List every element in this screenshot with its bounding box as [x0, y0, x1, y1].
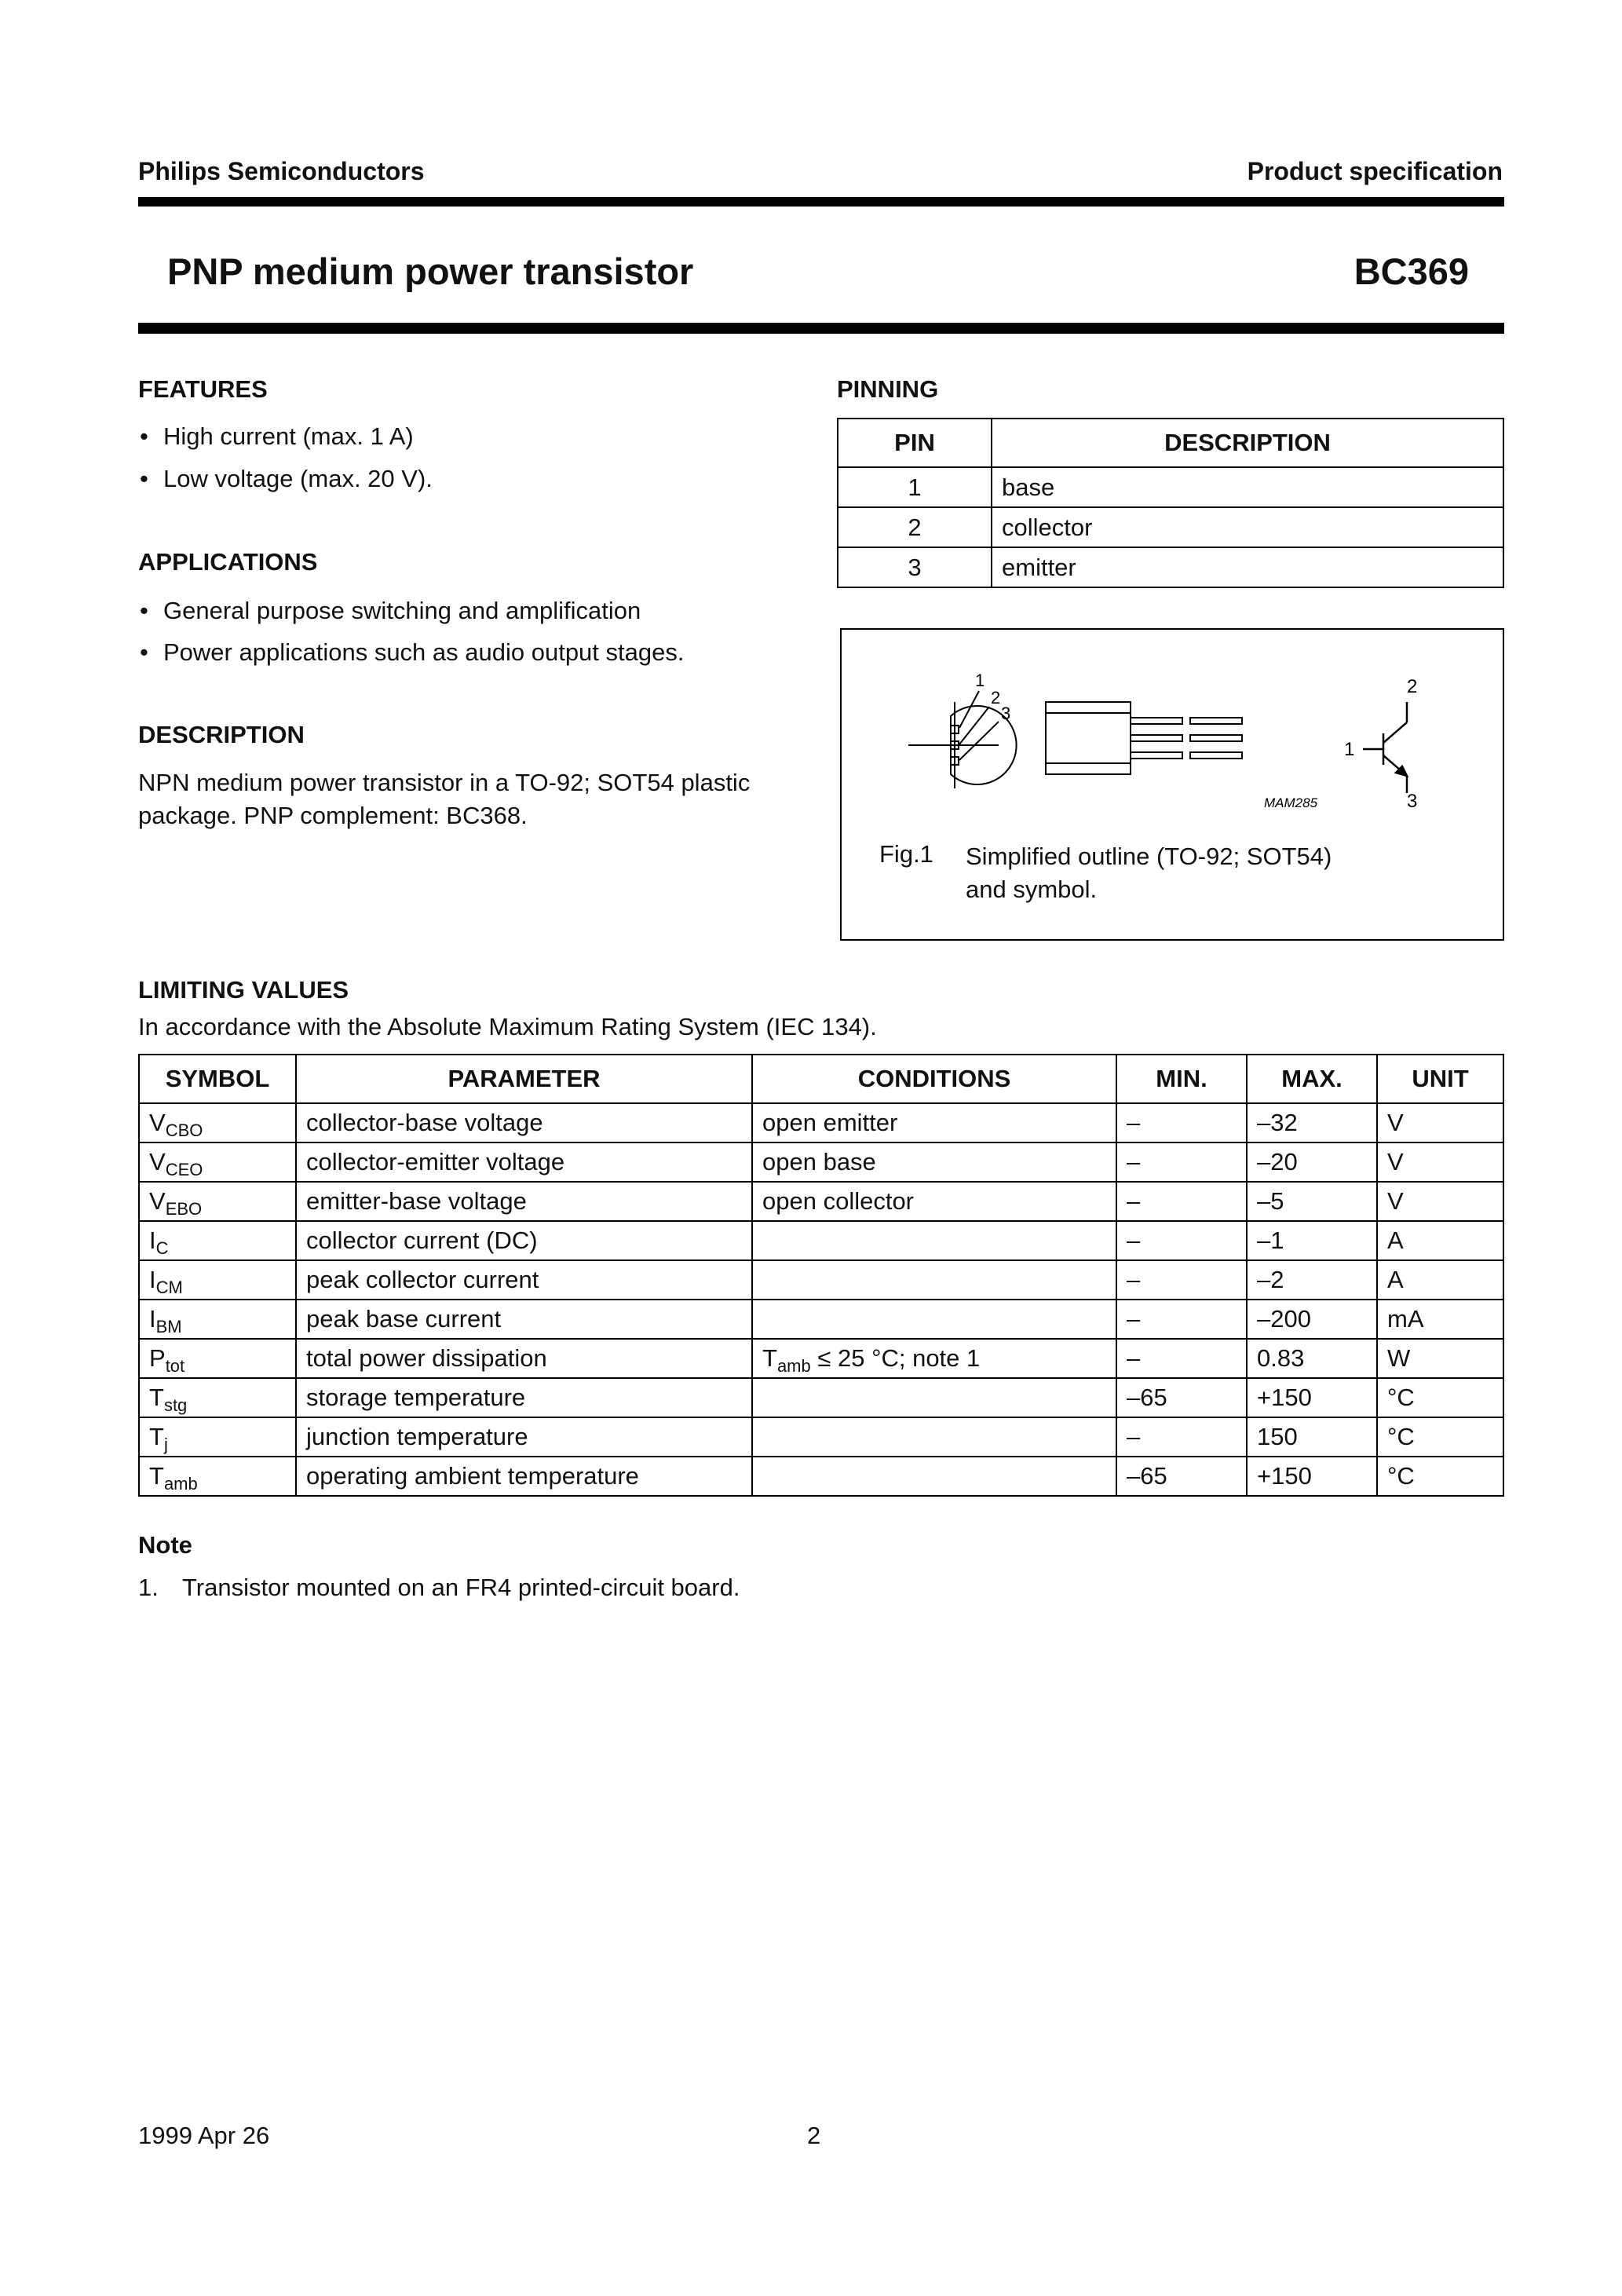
symbol-cell: [139, 1221, 296, 1260]
symbol-cell: [139, 1457, 296, 1496]
max-cell: [1247, 1339, 1377, 1378]
parameter-column-header: PARAMETER: [296, 1055, 752, 1103]
min-value: –: [1127, 1305, 1141, 1333]
features-heading: FEATURES: [138, 375, 268, 403]
symbol-letter: I: [149, 1266, 156, 1293]
page-title: PNP medium power transistor: [167, 250, 694, 292]
condition-subscript: amb: [776, 1356, 811, 1376]
table-row: [838, 507, 1503, 547]
table-row: [139, 1260, 1503, 1300]
symbol-letter: I: [149, 1305, 156, 1333]
min-value: –65: [1127, 1384, 1167, 1411]
max-cell: [1247, 1221, 1377, 1260]
limiting-values-heading: LIMITING VALUES: [138, 976, 349, 1004]
max-cell: [1247, 1378, 1377, 1417]
symbol-subscript: stg: [163, 1395, 188, 1415]
table-row: [139, 1221, 1503, 1260]
conditions-cell: [752, 1339, 1116, 1378]
unit-cell: [1377, 1378, 1503, 1417]
figure-caption-line: Simplified outline (TO-92; SOT54): [966, 843, 1332, 870]
conditions-cell: [752, 1300, 1116, 1339]
min-cell: [1116, 1417, 1247, 1457]
max-cell: [1247, 1457, 1377, 1496]
pin-description: collector: [992, 507, 1503, 547]
symbol-letter: P: [149, 1344, 166, 1372]
unit-value: °C: [1387, 1384, 1415, 1411]
parameter-cell: [296, 1182, 752, 1221]
unit-cell: [1377, 1221, 1503, 1260]
symbol-column-header: SYMBOL: [139, 1055, 296, 1103]
max-column-header: MAX.: [1247, 1055, 1377, 1103]
company-name: Philips Semiconductors: [138, 157, 425, 185]
min-cell: [1116, 1103, 1247, 1143]
table-row: [139, 1339, 1503, 1378]
max-value: 150: [1257, 1423, 1298, 1450]
unit-value: V: [1387, 1109, 1404, 1136]
min-value: –65: [1127, 1462, 1167, 1490]
to92-side-view: [1046, 702, 1242, 774]
symbol-subscript: CM: [155, 1278, 183, 1297]
symbol-collector-label: 2: [1407, 676, 1418, 697]
transistor-symbol: [1363, 702, 1407, 793]
symbol-subscript: CBO: [165, 1121, 203, 1140]
conditions-cell: [752, 1378, 1116, 1417]
min-cell: [1116, 1378, 1247, 1417]
pin-column-header: PIN: [838, 419, 992, 467]
min-cell: [1116, 1182, 1247, 1221]
pin-description: base: [992, 467, 1503, 507]
description-column-header: DESCRIPTION: [992, 419, 1503, 467]
applications-heading: APPLICATIONS: [138, 548, 318, 576]
document-type: Product specification: [1247, 157, 1503, 185]
description-heading: DESCRIPTION: [138, 721, 305, 748]
parameter-cell: [296, 1103, 752, 1143]
max-value: –1: [1257, 1227, 1284, 1254]
symbol-subscript: EBO: [165, 1199, 203, 1219]
conditions-cell: [752, 1260, 1116, 1300]
outline-pin-label: 1: [975, 671, 985, 690]
unit-cell: [1377, 1260, 1503, 1300]
parameter-text: storage temperature: [306, 1384, 526, 1411]
unit-value: °C: [1387, 1423, 1415, 1450]
conditions-cell: [752, 1103, 1116, 1143]
min-cell: [1116, 1260, 1247, 1300]
table-row: [139, 1300, 1503, 1339]
parameter-text: peak base current: [306, 1305, 502, 1333]
unit-value: °C: [1387, 1462, 1415, 1490]
max-cell: [1247, 1417, 1377, 1457]
condition-text: open emitter: [762, 1109, 898, 1136]
parameter-text: collector-base voltage: [306, 1109, 543, 1136]
drawing-code: MAM285: [1264, 795, 1318, 810]
parameter-text: collector current (DC): [306, 1227, 538, 1254]
unit-cell: [1377, 1417, 1503, 1457]
symbol-subscript: C: [155, 1238, 169, 1258]
symbol-cell: [139, 1339, 296, 1378]
table-row: [139, 1103, 1503, 1143]
min-cell: [1116, 1457, 1247, 1496]
symbol-subscript: tot: [165, 1356, 185, 1376]
conditions-cell: [752, 1457, 1116, 1496]
conditions-cell: [752, 1182, 1116, 1221]
header-rule: [138, 197, 1504, 207]
parameter-text: total power dissipation: [306, 1344, 547, 1372]
parameter-text: junction temperature: [306, 1423, 528, 1450]
parameter-cell: [296, 1378, 752, 1417]
pin-number: 1: [838, 467, 992, 507]
max-value: +150: [1257, 1384, 1312, 1411]
conditions-cell: [752, 1417, 1116, 1457]
description-line: package. PNP complement: BC368.: [138, 802, 528, 829]
min-column-header: MIN.: [1116, 1055, 1247, 1103]
max-value: +150: [1257, 1462, 1312, 1490]
symbol-letter: T: [149, 1384, 164, 1411]
symbol-cell: [139, 1300, 296, 1339]
note-text: Transistor mounted on an FR4 printed-circuit board.: [182, 1574, 740, 1601]
figure-caption: [966, 840, 1332, 906]
table-row: [139, 1182, 1503, 1221]
description-line: NPN medium power transistor in a TO-92; SOT54 plastic: [138, 769, 751, 796]
max-value: –200: [1257, 1305, 1311, 1333]
figure-number: Fig.1: [879, 840, 933, 868]
pin-number: 3: [838, 547, 992, 587]
table-row: [139, 1417, 1503, 1457]
min-value: –: [1127, 1187, 1141, 1215]
symbol-letter: T: [149, 1423, 164, 1450]
unit-column-header: UNIT: [1377, 1055, 1503, 1103]
parameter-cell: [296, 1339, 752, 1378]
table-row: [139, 1143, 1503, 1182]
pinning-table: [837, 418, 1504, 588]
parameter-cell: [296, 1417, 752, 1457]
symbol-subscript: CEO: [165, 1160, 203, 1179]
symbol-cell: [139, 1143, 296, 1182]
limiting-values-intro: In accordance with the Absolute Maximum Rating System (IEC 134).: [138, 1013, 877, 1040]
condition-text: open collector: [762, 1187, 915, 1215]
symbol-letter: V: [149, 1187, 166, 1215]
max-cell: [1247, 1182, 1377, 1221]
min-cell: [1116, 1300, 1247, 1339]
page-number: 2: [807, 2122, 821, 2149]
figure-caption-line: and symbol.: [966, 876, 1098, 903]
applications-item: • General purpose switching and amplification: [163, 597, 641, 625]
pin-number: 2: [838, 507, 992, 547]
symbol-letter: T: [149, 1462, 164, 1490]
table-row: [139, 1457, 1503, 1496]
symbol-letter: I: [149, 1227, 156, 1254]
unit-cell: [1377, 1339, 1503, 1378]
unit-value: A: [1387, 1227, 1404, 1254]
unit-value: W: [1387, 1344, 1411, 1372]
parameter-text: peak collector current: [306, 1266, 539, 1293]
parameter-cell: [296, 1143, 752, 1182]
conditions-cell: [752, 1221, 1116, 1260]
max-value: –32: [1257, 1109, 1298, 1136]
unit-cell: [1377, 1103, 1503, 1143]
condition-text: open base: [762, 1148, 876, 1175]
unit-value: V: [1387, 1187, 1404, 1215]
unit-value: A: [1387, 1266, 1404, 1293]
symbol-cell: [139, 1260, 296, 1300]
symbol-cell: [139, 1182, 296, 1221]
note-heading: Note: [138, 1531, 192, 1559]
symbol-cell: [139, 1378, 296, 1417]
table-row: [838, 547, 1503, 587]
footer-date: 1999 Apr 26: [138, 2122, 270, 2149]
applications-item: • Power applications such as audio output stages.: [163, 638, 684, 667]
max-cell: [1247, 1260, 1377, 1300]
max-cell: [1247, 1143, 1377, 1182]
unit-value: mA: [1387, 1305, 1424, 1333]
min-cell: [1116, 1221, 1247, 1260]
min-value: –: [1127, 1109, 1141, 1136]
table-row: [838, 467, 1503, 507]
note-number: 1.: [138, 1574, 159, 1601]
condition-rest: ≤ 25 °C; note 1: [810, 1344, 981, 1372]
max-cell: [1247, 1103, 1377, 1143]
pin-description: emitter: [992, 547, 1503, 587]
limiting-values-header-row: [139, 1055, 1503, 1103]
symbol-cell: [139, 1417, 296, 1457]
min-value: –: [1127, 1227, 1141, 1254]
parameter-cell: [296, 1221, 752, 1260]
part-number: BC369: [1353, 250, 1469, 292]
min-value: –: [1127, 1344, 1141, 1372]
max-cell: [1247, 1300, 1377, 1339]
unit-value: V: [1387, 1148, 1404, 1175]
limiting-values-table: [138, 1054, 1504, 1497]
symbol-subscript: amb: [163, 1474, 198, 1493]
description-text: [138, 762, 750, 837]
features-item: • High current (max. 1 A): [163, 422, 414, 451]
pinning-heading: PINNING: [837, 375, 939, 403]
max-value: –20: [1257, 1148, 1298, 1175]
min-cell: [1116, 1339, 1247, 1378]
symbol-cell: [139, 1103, 296, 1143]
conditions-cell: [752, 1143, 1116, 1182]
min-value: –: [1127, 1423, 1141, 1450]
title-rule: [138, 323, 1504, 334]
features-item: • Low voltage (max. 20 V).: [163, 465, 433, 493]
symbol-letter: V: [149, 1109, 166, 1136]
max-value: –5: [1257, 1187, 1284, 1215]
outline-pin-label: 2: [991, 688, 1001, 707]
table-row: [139, 1378, 1503, 1417]
outline-pin-label: 3: [1001, 704, 1011, 723]
symbol-subscript: BM: [155, 1317, 182, 1336]
max-value: 0.83: [1257, 1344, 1305, 1372]
symbol-subscript: j: [163, 1435, 168, 1454]
unit-cell: [1377, 1182, 1503, 1221]
parameter-cell: [296, 1300, 752, 1339]
symbol-emitter-label: 3: [1407, 791, 1418, 812]
parameter-cell: [296, 1457, 752, 1496]
parameter-cell: [296, 1260, 752, 1300]
symbol-letter: V: [149, 1148, 166, 1175]
min-value: –: [1127, 1148, 1141, 1175]
condition-text: T: [762, 1344, 777, 1372]
max-value: –2: [1257, 1266, 1284, 1293]
min-cell: [1116, 1143, 1247, 1182]
parameter-text: emitter-base voltage: [306, 1187, 527, 1215]
parameter-text: collector-emitter voltage: [306, 1148, 565, 1175]
conditions-column-header: CONDITIONS: [752, 1055, 1116, 1103]
figure-box: [840, 628, 1504, 941]
unit-cell: [1377, 1300, 1503, 1339]
pinning-header-row: [838, 419, 1503, 467]
symbol-base-label: 1: [1344, 739, 1355, 760]
unit-cell: [1377, 1143, 1503, 1182]
min-value: –: [1127, 1266, 1141, 1293]
limiting-values-body: [139, 1103, 1503, 1496]
unit-cell: [1377, 1457, 1503, 1496]
parameter-text: operating ambient temperature: [306, 1462, 639, 1490]
